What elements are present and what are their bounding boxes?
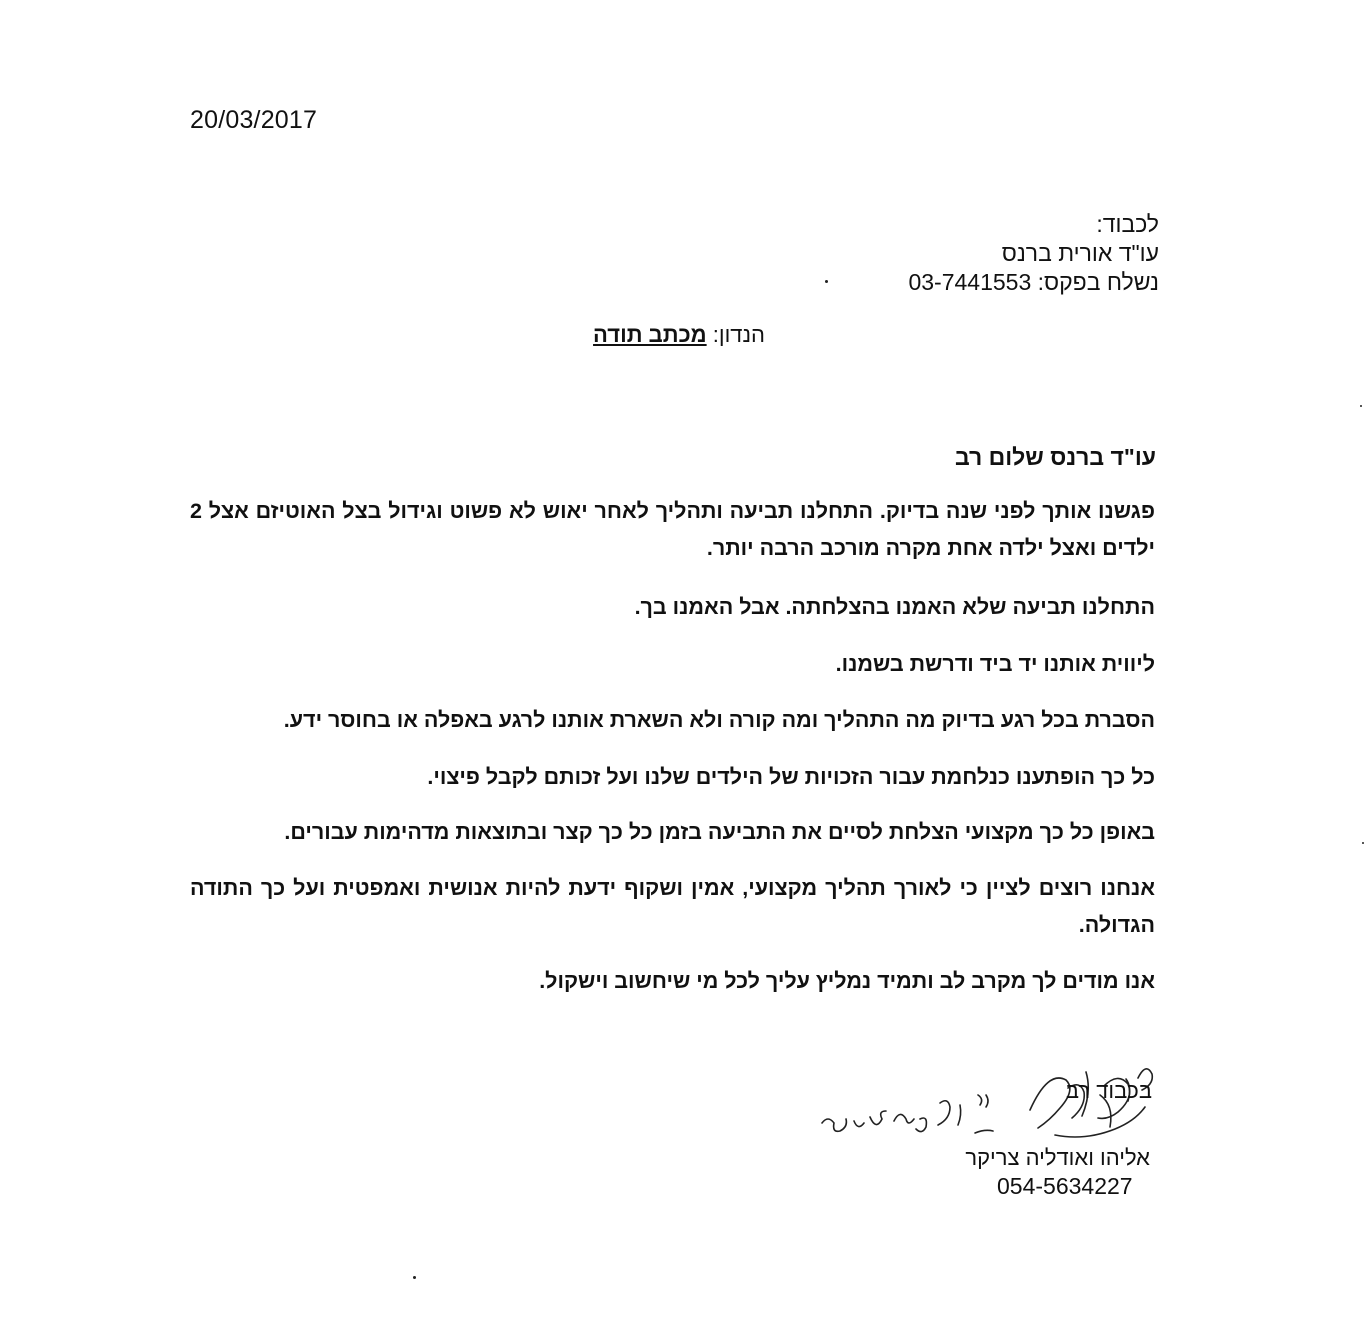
paragraph-7: אנחנו רוצים לציין כי לאורך תהליך מקצועי, אמין ושקוף ידעת להיות אנושית ואמפטית ועל כך התודה הגדולה. bbox=[190, 876, 1155, 937]
recipient-name: עו"ד אורית ברנס bbox=[1001, 240, 1159, 266]
signers-names: אליהו ואודליה צריקר bbox=[965, 1145, 1150, 1170]
subject-label: הנדון: bbox=[712, 322, 765, 347]
scan-speck bbox=[825, 280, 828, 283]
scan-speck bbox=[413, 1276, 416, 1279]
paragraph-4: הסברת בכל רגע בדיוק מה התהליך ומה קורה ולא השארת אותנו לרגע באפלה או בחוסר ידע. bbox=[283, 708, 1155, 732]
scan-speck bbox=[1360, 405, 1362, 407]
scan-speck bbox=[1362, 842, 1364, 844]
greeting: עו"ד ברנס שלום רב bbox=[954, 444, 1156, 470]
fax-label: נשלח בפקס: bbox=[1037, 269, 1159, 295]
paragraph-6: באופן כל כך מקצועי הצלחת לסיים את התביעה בזמן כל כך קצר ובתוצאות מדהימות עבורים. bbox=[284, 820, 1155, 844]
paragraph-1: פגשנו אותך לפני שנה בדיוק. התחלנו תביעה ותהליך לאחר יאוש לא פשוט וגידול בצל האוטיזם אצל 2 ילדים ואצל ילדה אחת מקרה מורכב הרבה יותר. bbox=[190, 499, 1155, 560]
fax-number: 03-7441553 bbox=[908, 269, 1032, 295]
closing: בכבוד רב bbox=[1065, 1078, 1152, 1103]
paragraph-3: ליווית אותנו יד ביד ודרשת בשמנו. bbox=[835, 652, 1155, 676]
subject-line bbox=[593, 322, 765, 348]
to-label: לכבוד: bbox=[1096, 211, 1159, 237]
paragraph-8: אנו מודים לך מקרב לב ותמיד נמליץ עליך לכל מי שיחשוב וישקול. bbox=[539, 969, 1155, 993]
recipient-block bbox=[908, 210, 1159, 297]
subject-value: מכתב תודה bbox=[593, 322, 707, 347]
fax-line bbox=[908, 268, 1159, 297]
paragraph-2: התחלנו תביעה שלא האמנו בהצלחתה. אבל האמנו בך. bbox=[634, 595, 1155, 619]
paragraph-5: כל כך הופתענו כנלחמת עבור הזכויות של הילדים שלנו ועל זכותם לקבל פיצוי. bbox=[427, 765, 1155, 789]
letter-date: 20/03/2017 bbox=[190, 106, 318, 134]
signer-phone: 054-5634227 bbox=[997, 1173, 1133, 1199]
